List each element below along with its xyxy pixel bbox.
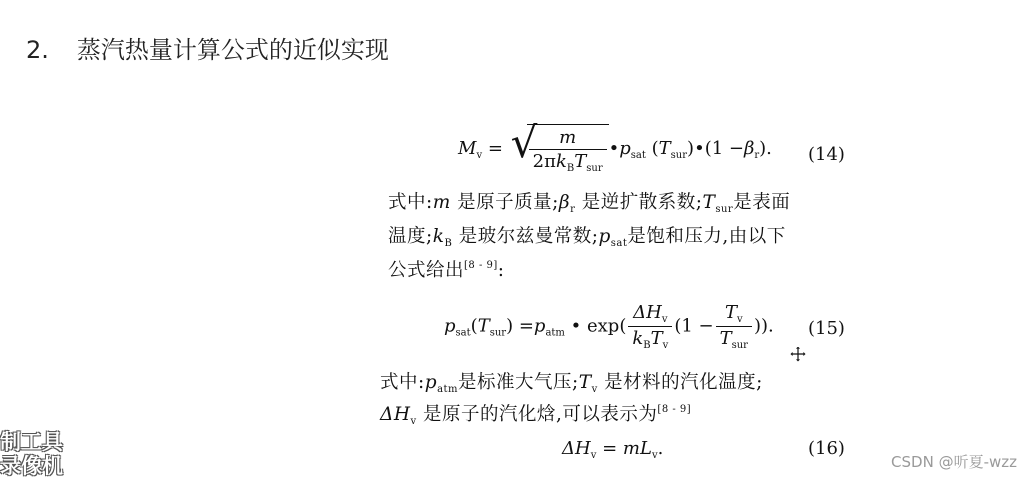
para2-l1-T: T <box>578 372 592 393</box>
csdn-watermark: CSDN @听夏-wzz <box>891 453 1017 471</box>
eq15-f2-num-sub: v <box>736 314 743 325</box>
para1-l1-beta: β <box>558 192 571 213</box>
eq14-p-sub: sat <box>630 150 646 161</box>
eq15-f1-num-sub: v <box>661 314 668 325</box>
para2-l1-a: 式中: <box>380 372 425 393</box>
para1-l3-b: : <box>497 260 505 281</box>
eq15-f1-den-k-sub: B <box>643 340 651 351</box>
title-text: 蒸汽热量计算公式的近似实现 <box>76 36 389 64</box>
eq14-beta: β <box>743 138 755 159</box>
eq15-f1-num: ΔH <box>633 302 662 323</box>
overlay-line-1: 制工具 <box>0 430 63 454</box>
eq15-f1-den-T-sub: v <box>662 340 669 351</box>
eq15-f2-num: T <box>724 302 737 323</box>
eq15-patm-sub: atm <box>545 327 565 339</box>
para1-line2 <box>388 222 786 249</box>
para2-l1-p-sub: atm <box>437 384 459 395</box>
slide-title <box>26 30 389 65</box>
para2-line2 <box>380 400 691 427</box>
eq14-frac-k: k <box>555 151 567 172</box>
eq16-delta: ΔH <box>562 438 591 459</box>
equation-16 <box>562 438 663 461</box>
radical-icon: √ <box>510 118 538 167</box>
eq15-close: )). <box>753 315 774 337</box>
para1-l2-a: 温度; <box>388 226 433 247</box>
para2-l2-b: 是原子的汽化焓,可以表示为 <box>416 404 658 425</box>
eq15-p: p <box>444 315 456 337</box>
para1-l2-p-sub: sat <box>610 238 628 249</box>
para1-l2-c: 是饱和压力,由以下 <box>627 226 786 247</box>
para2-l2-ref: [8 - 9] <box>657 404 692 415</box>
eq16-end: . <box>657 438 664 459</box>
eq14-arg-T: T <box>658 138 671 159</box>
para2-line1 <box>380 368 763 395</box>
eq14-sqrt <box>510 118 609 174</box>
eq15-f2-den: T <box>719 328 732 349</box>
eq15-T-sub: sur <box>489 327 507 339</box>
eq14-tail-close: ). <box>759 138 772 159</box>
equation-14 <box>458 118 772 174</box>
recorder-overlay <box>0 430 63 478</box>
para2-l2-delta: ΔH <box>380 404 411 425</box>
eq14-arg-close: ) <box>687 138 695 159</box>
para2-l1-T-sub: v <box>591 384 598 395</box>
eq15-patm: p <box>533 315 546 337</box>
eq16-equals: = <box>602 438 618 459</box>
para1-l1-beta-sub: r <box>570 204 576 215</box>
para1-line3 <box>388 256 505 282</box>
document-excerpt <box>372 118 872 478</box>
eq15-arg-close: ) <box>506 315 514 337</box>
eq14-frac-2pi: 2π <box>532 151 556 172</box>
eq14-equals: = <box>487 138 503 159</box>
equation-16-number: (16) <box>808 438 845 459</box>
para1-l3-a: 公式给出 <box>388 260 465 281</box>
eq15-T: T <box>477 315 490 337</box>
eq15-f1-den-k: k <box>632 328 644 349</box>
eq15-dot: • <box>570 315 582 337</box>
eq15-arg-open: ( <box>470 315 478 337</box>
eq14-arg-open: ( <box>651 138 659 159</box>
eq14-frac-num: m <box>559 127 577 148</box>
eq16-delta-sub: v <box>590 450 597 461</box>
eq14-tail-open: (1 − <box>704 138 744 159</box>
para1-l2-p: p <box>598 226 611 247</box>
eq15-exp: exp( <box>587 315 627 337</box>
para1-l1-a: 式中: <box>388 192 433 213</box>
title-number: 2. <box>26 36 49 64</box>
move-cursor-icon <box>790 346 806 362</box>
eq14-fraction <box>529 127 607 174</box>
para1-l1-T: T <box>702 192 716 213</box>
eq16-L-sub: v <box>651 450 658 461</box>
eq14-beta-sub: r <box>754 150 760 161</box>
para2-l1-b: 是标准大气压; <box>458 372 579 393</box>
eq15-mid: (1 − <box>674 315 714 337</box>
para2-l1-c: 是材料的汽化温度; <box>597 372 763 393</box>
eq15-f1-den-T: T <box>650 328 663 349</box>
eq15-f2-den-sub: sur <box>731 340 748 351</box>
para1-l2-k: k <box>432 226 445 247</box>
para1-l1-d: 是表面 <box>733 192 791 213</box>
eq15-p-sub: sat <box>455 327 471 339</box>
eq15-fraction-1 <box>628 302 672 351</box>
equation-15-number: (15) <box>808 318 845 339</box>
eq14-frac-T: T <box>574 151 587 172</box>
equation-15 <box>444 302 774 351</box>
para1-line1 <box>388 188 790 215</box>
equation-14-number: (14) <box>808 144 845 165</box>
eq14-lhs: M <box>458 138 477 159</box>
para1-l1-m: m <box>432 192 451 213</box>
eq16-mL: mL <box>622 438 652 459</box>
para2-l2-sub: v <box>410 416 417 427</box>
eq14-radicand <box>527 124 609 174</box>
eq14-dot: • <box>608 138 620 159</box>
para1-l1-b: 是原子质量; <box>450 192 559 213</box>
eq14-frac-T-sub: sur <box>586 163 603 174</box>
eq15-equals: = <box>513 315 534 337</box>
para1-l3-ref: [8 - 9] <box>464 260 498 271</box>
overlay-line-2: 录像机 <box>0 454 63 478</box>
para2-l1-p: p <box>424 372 438 393</box>
para1-l2-k-sub: B <box>444 238 453 249</box>
para1-l1-T-sub: sur <box>715 204 734 215</box>
eq15-fraction-2 <box>716 302 752 351</box>
eq14-dot2: • <box>694 138 705 159</box>
eq14-lhs-sub: v <box>476 150 483 161</box>
eq14-arg-T-sub: sur <box>670 150 688 161</box>
para1-l2-b: 是玻尔兹曼常数; <box>452 226 599 247</box>
para1-l1-c: 是逆扩散系数; <box>575 192 703 213</box>
eq14-p: p <box>619 138 631 159</box>
eq14-frac-k-sub: B <box>566 163 575 174</box>
